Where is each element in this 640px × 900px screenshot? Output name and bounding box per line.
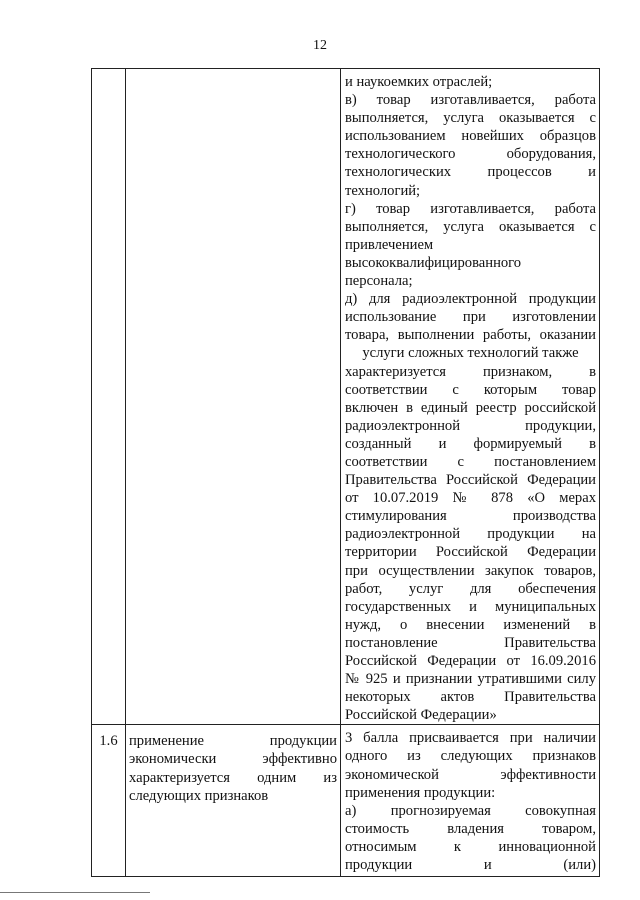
criterion-name-cell [126,725,341,877]
text-line: г) товар изготавливается, работа [345,200,596,217]
text-line: созданный и формируемый в [345,435,596,452]
row-number-cell [92,69,126,725]
footer-divider [0,892,150,893]
text-line: 3 балла присваивается при наличии [345,730,596,747]
text-line: Российской Федерации от 16.09.2016 [345,653,596,669]
text-line: технологического оборудования, [345,146,596,163]
criterion-description-cell [341,69,600,725]
text-line: характеризуется одним из [129,769,337,786]
text-line: а) прогнозируемая совокупная [345,802,596,819]
text-line: стимулирования производства [345,508,596,525]
text-line: д) для радиоэлектронной продукции [345,291,596,308]
criterion-description [345,729,596,874]
criterion-name-cell [126,69,341,725]
text-line: радиоэлектронной продукции, [345,417,596,434]
criterion-description [345,73,596,724]
text-line: соответствии с которым товар [345,381,596,398]
text-line: Российской Федерации» [345,707,497,724]
text-line: относимым к инновационной [345,838,596,855]
text-line: от 10.07.2019 № 878 «О мерах [345,490,596,507]
text-line: технологий; [345,182,421,199]
table-row-1-6 [92,725,600,877]
text-line: включен в единый реестр российской [345,399,596,416]
text-line: радиоэлектронной продукции на [345,526,596,543]
text-line: персонала; [345,273,413,290]
text-line: одного из следующих признаков [345,748,596,765]
text-line: соответствии с постановлением [345,453,596,470]
text-line: при осуществлении закупок товаров, [345,562,596,579]
row-number-cell [92,725,126,877]
text-line: высококвалифицированного [345,254,522,271]
text-line: территории Российской Федерации [345,544,596,561]
text-line: экономически эффективно [129,751,337,768]
text-line: постановление Правительства [345,634,596,651]
text-line: использованием новейших образцов [345,128,596,145]
text-line: товара, выполнении работы, оказании [345,327,596,344]
row-number [92,69,125,76]
text-line: Правительства Российской Федерации [345,472,596,489]
table-row-continued [92,69,600,725]
text-line: привлечением [345,236,434,253]
text-line: и наукоемких отраслей; [345,74,493,90]
text-line: продукции и (или) [345,857,596,874]
criterion-description-cell [341,725,600,877]
text-line: выполняется, услуга оказывается с [345,110,596,127]
criteria-table [91,68,600,877]
row-number: 1.6 [99,733,118,750]
text-line: некоторых актов Правительства [345,689,596,706]
text-line: технологических процессов и [345,164,596,181]
text-line: государственных и муниципальных [345,598,596,615]
text-line: использование при изготовлении [345,309,596,326]
text-line: выполняется, услуга оказывается с [345,218,596,235]
text-line: экономической эффективности [345,766,596,783]
text-line: стоимость владения товаром, [345,820,596,837]
text-line: характеризуется признаком, в [345,363,596,380]
text-line: № 925 и признании утратившими силу [345,671,596,688]
text-line: услуги сложных технологий также [362,345,579,362]
text-line: применения продукции: [345,784,496,801]
criterion-name [129,732,337,804]
text-line: в) товар изготавливается, работа [345,92,596,109]
text-line: нужд, о внесении изменений в [345,616,596,633]
text-line: следующих признаков [129,787,269,804]
page-number: 12 [313,38,327,53]
text-line: применение продукции [129,733,337,750]
text-line: работ, услуг для обеспечения [345,580,596,597]
